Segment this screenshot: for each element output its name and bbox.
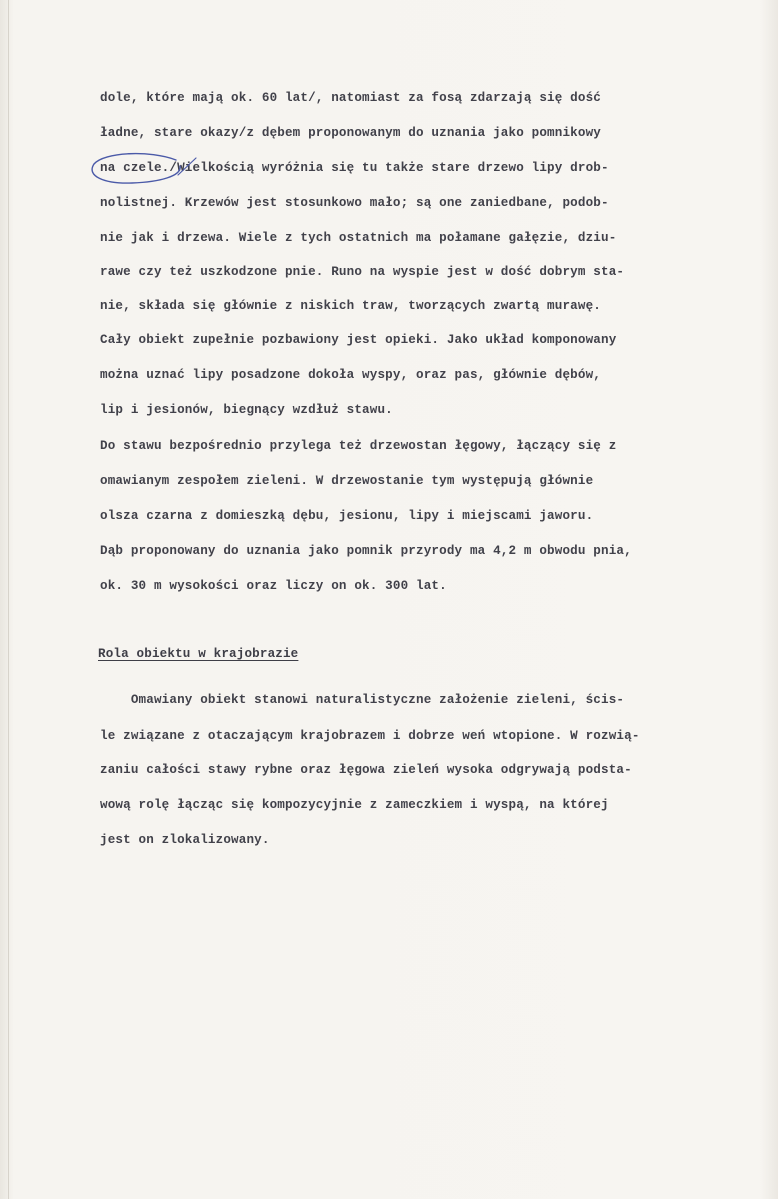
text-line: Cały obiekt zupełnie pozbawiony jest opieki. Jako układ komponowany	[100, 333, 617, 347]
text-line: olsza czarna z domieszką dębu, jesionu, lipy i miejscami jaworu.	[100, 509, 594, 523]
text-line: nie, składa się głównie z niskich traw, tworzących zwartą murawę.	[100, 299, 601, 313]
text-line: Omawiany obiekt stanowi naturalistyczne założenie zieleni, ścis-	[100, 693, 625, 707]
text-line: dole, które mają ok. 60 lat/, natomiast za fosą zdarzają się dość	[100, 91, 601, 105]
text-line: można uznać lipy posadzone dokoła wyspy, oraz pas, głównie dębów,	[100, 368, 601, 382]
text-line: nolistnej. Krzewów jest stosunkowo mało; są one zaniedbane, podob-	[100, 196, 609, 210]
text-line: Dąb proponowany do uznania jako pomnik przyrody ma 4,2 m obwodu pnia,	[100, 544, 632, 558]
text-line: le związane z otaczającym krajobrazem i dobrze weń wtopione. W rozwią-	[100, 729, 640, 743]
text-line: wową rolę łącząc się kompozycyjnie z zameczkiem i wyspą, na której	[100, 798, 609, 812]
text-line: rawe czy też uszkodzone pnie. Runo na wyspie jest w dość dobrym sta-	[100, 265, 625, 279]
text-line: jest on zlokalizowany.	[100, 833, 270, 847]
section-heading: Rola obiektu w krajobrazie	[98, 647, 299, 661]
page-edge	[8, 0, 9, 1199]
text-line: ładne, stare okazy/z dębem proponowanym do uznania jako pomnikowy	[100, 126, 601, 140]
text-line: lip i jesionów, biegnący wzdłuż stawu.	[100, 403, 393, 417]
text-line: ok. 30 m wysokości oraz liczy on ok. 300 lat.	[100, 579, 447, 593]
text-line: zaniu całości stawy rybne oraz łęgowa zieleń wysoka odgrywają podsta-	[100, 763, 632, 777]
text-line: omawianym zespołem zieleni. W drzewostanie tym występują głównie	[100, 474, 594, 488]
text-line: nie jak i drzewa. Wiele z tych ostatnich ma połamane gałęzie, dziu-	[100, 231, 617, 245]
text-line: Do stawu bezpośrednio przylega też drzewostan łęgowy, łączący się z	[100, 439, 617, 453]
text-line: na czele./Wielkością wyróżnia się tu także stare drzewo lipy drob-	[100, 161, 609, 175]
